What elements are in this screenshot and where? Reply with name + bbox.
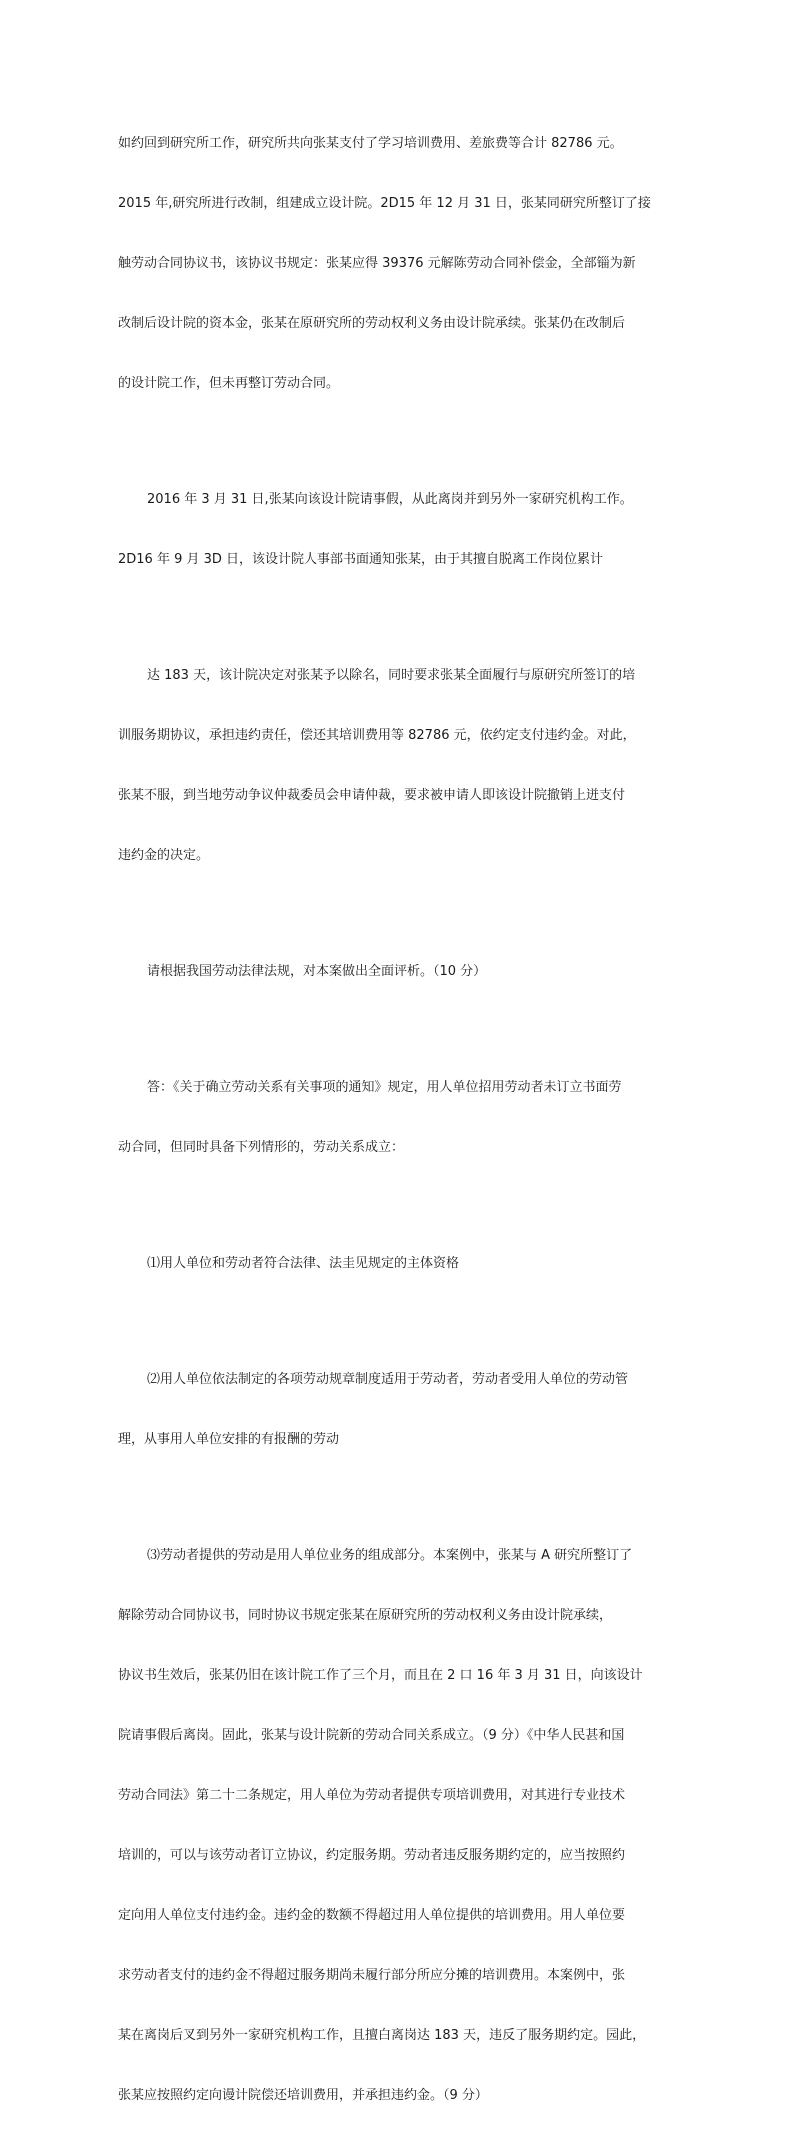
paragraph-background — [118, 94, 674, 434]
text-line: 理，从事用人单位安排的有报酬的劳动 — [118, 1432, 340, 1447]
text-line: 动合同，但同时具备下列情形的，劳动关系成立： — [118, 1140, 405, 1155]
text-line: 张某不服，到当地劳动争议仲裁委员会申请仲裁，要求被申请人即该设计院撤销上迸支付 — [118, 788, 626, 803]
text-line: 2016 年 3 月 31 日,张某向该设计院请事假，从此离岗并到另外一家研究机构工作。 — [147, 492, 633, 507]
text-line: 2D16 年 9 月 3D 日，该设计院人事部书面通知张某，由于其擅自脱离工作岗位累计 — [118, 552, 604, 567]
paragraph-leave — [118, 450, 674, 610]
text-line: 劳动合同法》第二十二条规定，用人单位为劳动者提供专项培训费用，对其进行专业技术 — [118, 1788, 626, 1803]
text-line: 张某应按照约定向谩计院偿还培训费用，并承担违约金。（9 分） — [118, 2088, 488, 2103]
text-line: 解除劳动合同协议书，同时协议书规定张某在原研究所的劳动权利义务由设计院承续， — [118, 1608, 613, 1623]
document-body — [118, 94, 674, 2146]
question-text — [118, 922, 674, 1022]
text-line: 训服务期协议，承担违约责任，偿还其培训费用等 82786 元，依约定支付违约金。对此， — [118, 728, 636, 743]
answer-intro — [118, 1038, 674, 1198]
text-line: 的设计院工作，但未再整订劳动合同。 — [118, 376, 340, 391]
text-line: 协议书生效后，张某仍旧在该计院工作了三个月，而且在 2 口 16 年 3 月 31 日，向该设计 — [118, 1668, 643, 1683]
text-line: 定向用人单位支付违约金。违约金的数额不得超过用人单位提供的培训费用。用人单位要 — [118, 1908, 626, 1923]
text-line: 改制后设计院的资本金，张某在原研究所的劳动权利义务由设计院承续。张某仍在改制后 — [118, 316, 626, 331]
text-line: ⑴用人单位和劳动者符合法律、法圭见规定的主体资格 — [147, 1256, 460, 1271]
text-line: 答：《关于确立劳动关系有关事项的通知》规定，用人单位招用劳动者未订立书面劳 — [147, 1080, 622, 1095]
text-line: 触劳动合同协议书，该协议书规定：张某应得 39376 元解陈劳动合同补偿金，全部锱为新 — [118, 256, 636, 271]
text-line: 培训的，可以与该劳动者订立协议，约定服务期。劳动者违反服务期约定的，应当按照约 — [118, 1848, 626, 1863]
text-line: 2015 年,研究所进行改制，组建成立设计院。2D15 年 12 月 31 日，张某同研究所整订了接 — [118, 196, 651, 211]
answer-item-1 — [118, 1214, 674, 1314]
text-line: 违约金的决定。 — [118, 848, 210, 863]
text-line: 院请事假后离岗。固此，张某与设计院新的劳动合同关系成立。（9 分）《中华人民甚和国 — [118, 1728, 625, 1743]
text-line: 如约回到研究所工作，研究所共向张某支付了学习培训费用、差旅费等合计 82786 元。 — [118, 136, 623, 151]
text-line: 达 183 天，该计院决定对张某予以除名，同时要求张某全面履行与原研究所签订的培 — [147, 668, 636, 683]
text-line: ⑵用人单位依法制定的各项劳动规章制度适用于劳动者，劳动者受用人单位的劳动管 — [147, 1372, 629, 1387]
text-line: 请根据我国劳动法律法规，对本案做出全面评析。（10 分） — [147, 964, 487, 979]
answer-item-2 — [118, 1330, 674, 1490]
answer-item-3 — [118, 1506, 674, 2146]
paragraph-dismissal — [118, 626, 674, 906]
text-line: 求劳动者支付的违约金不得超过服务期尚未履行部分所应分摊的培训费用。本案例中，张 — [118, 1968, 626, 1983]
text-line: ⑶劳动者提供的劳动是用人单位业务的组成部分。本案例中，张某与 A 研究所整订了 — [147, 1548, 633, 1563]
text-line: 某在离岗后叉到另外一家研究机构工作，且擅白离岗达 183 天，违反了服务期约定。园此， — [118, 2028, 646, 2043]
